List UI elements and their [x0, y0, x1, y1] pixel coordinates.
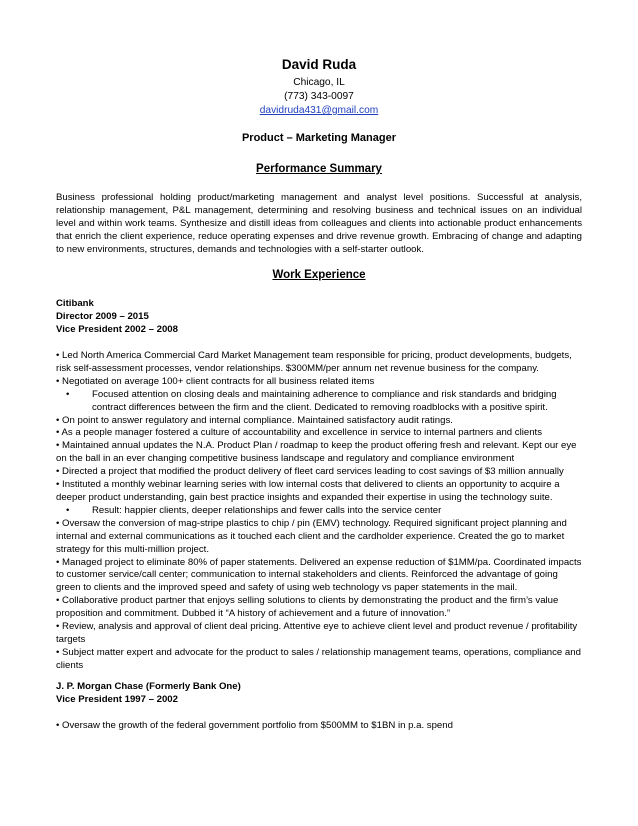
bullet-item: • Oversaw the growth of the federal government portfolio from $500MM to $1BN in p.a. spend	[56, 720, 453, 731]
bullet-item: • Directed a project that modified the product delivery of fleet card services leading to cost savings of $3 million annually	[56, 466, 564, 478]
sub-bullet-item	[56, 389, 584, 415]
job2-company: J. P. Morgan Chase (Formerly Bank One)	[56, 681, 241, 692]
candidate-name: David Ruda	[281, 57, 357, 72]
email-link[interactable]: davidruda431@gmail.com	[259, 105, 379, 116]
bullet-item: • Maintained annual updates the N.A. Product Plan / roadmap to keep the product offering fresh and relevant. Kept our eye on the ball in an ever changing competitive business landscape and regulatory and compliance environment	[56, 440, 577, 465]
bullet-item: • On point to answer regulatory and internal compliance. Maintained satisfactory audit ratings.	[56, 414, 453, 426]
email-link-wrap	[0, 105, 638, 116]
candidate-phone: (773) 343-0097	[284, 91, 354, 102]
job2-bullet-list	[56, 720, 584, 733]
bullet-item: • Managed project to eliminate 80% of paper statements. Delivered an expense reduction of $1MM/pa. Coordinated impacts to customer service/call center; communication to internal stakeholders and clients. Reinforced the advantage of going green to clients and the improved speed and safety of using web technology vs paper statements in the mail.	[56, 556, 582, 594]
job2-title-vp: Vice President 1997 – 2002	[56, 694, 178, 705]
job1-company: Citibank	[56, 298, 94, 309]
target-role: Product – Marketing Manager	[241, 132, 397, 144]
bullet-item: • As a people manager fostered a culture of accountability and excellence in service to internal partners and clients	[56, 427, 542, 439]
bullet-glyph: •	[66, 504, 70, 516]
job1-bullet-list	[56, 350, 584, 673]
bullet-glyph: •	[66, 388, 70, 400]
bullet-item: • Subject matter expert and advocate for the product to sales / relationship management teams, operations, compliance and clients	[56, 646, 581, 671]
summary-heading: Performance Summary	[256, 163, 382, 175]
bullet-item: • Instituted a monthly webinar learning series with low internal costs that delivered to clients an opportunity to acquire a deeper product understanding, gain best practice insights and expanded their expertise in using the technology suite.	[56, 479, 560, 503]
sub-bullet-item	[56, 505, 584, 518]
bullet-item: • Review, analysis and approval of client deal pricing. Attentive eye to achieve client level and product revenue / profitability targets	[56, 621, 578, 645]
sub-bullet-text: Focused attention on closing deals and maintaining adherence to compliance and risk standards and bridging contract differences between the firm and the client. Dedicated to removing roadblocks with a positive spirit.	[92, 388, 557, 413]
bullet-item: • Collaborative product partner that enjoys selling solutions to clients by demonstrating the product and the firm’s value proposition and commitment. Dubbed it “A history of achievement and a future of innovation.”	[56, 595, 559, 620]
bullet-item: • Oversaw the conversion of mag-stripe plastics to chip / pin (EMV) technology. Required significant project planning and internal and external communications as it touched each client and the cardholder experience. Created the go to market strategy for this multi-million project.	[56, 517, 567, 555]
summary-paragraph: Business professional holding product/marketing management and analyst level positions. Successful at analysis, relationship management, P&L management, determining and resolving business and technical issues on an individual level and within work teams. Synthesize and distill ideas from colleagues and clients into actionable product enhancements that enrich the client experience, reduce operating expenses and drive revenue growth. Embracing of change and adapting to new environments, structures, demands and technologies with a self-starter outlook.	[56, 192, 582, 255]
job1-title-vp: Vice President 2002 – 2008	[56, 324, 178, 335]
sub-bullet-text: Result: happier clients, deeper relationships and fewer calls into the service center	[92, 504, 442, 516]
job1-title-director: Director 2009 – 2015	[56, 311, 149, 322]
bullet-item: • Led North America Commercial Card Market Management team responsible for pricing, product developments, budgets, risk self-assessment processes, vendor relationships. $300MM/per annum net revenue business for the company.	[56, 350, 572, 374]
candidate-city: Chicago, IL	[293, 77, 345, 88]
experience-heading: Work Experience	[272, 269, 366, 281]
bullet-item: • Negotiated on average 100+ client contracts for all business related items	[56, 375, 375, 387]
